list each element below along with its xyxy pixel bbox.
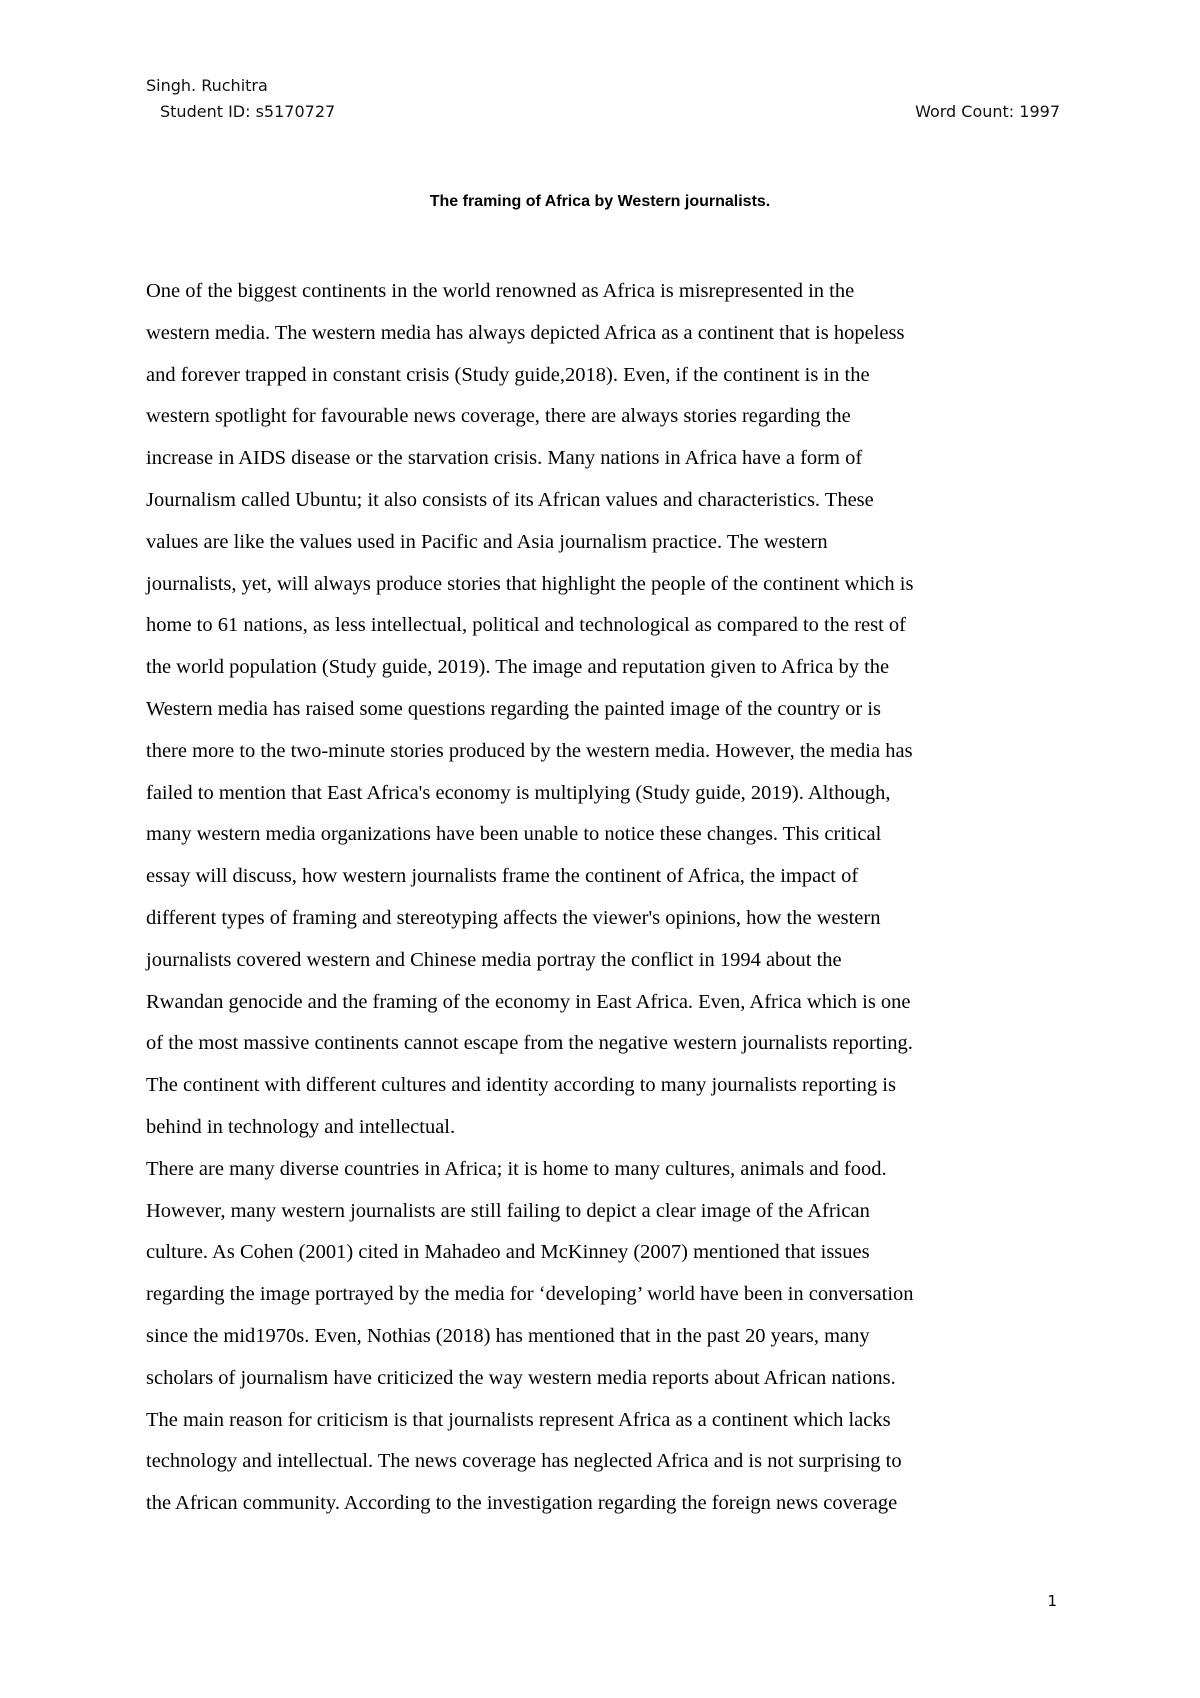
body-line: of the most massive continents cannot escape from the negative western journalists reporting. (146, 1032, 913, 1055)
body-line: journalists covered western and Chinese media portray the conflict in 1994 about the (146, 948, 842, 971)
body-line: there more to the two-minute stories produced by the western media. However, the media has (146, 739, 913, 762)
body-line: and forever trapped in constant crisis (Study guide,2018). Even, if the continent is in the (146, 363, 870, 386)
body-line: values are like the values used in Pacific and Asia journalism practice. The western (146, 530, 828, 553)
body-line: The continent with different cultures and identity according to many journalists reporting is (146, 1074, 896, 1097)
body-line: scholars of journalism have criticized the way western media reports about African nations. (146, 1366, 896, 1389)
body-line: Western media has raised some questions regarding the painted image of the country or is (146, 697, 881, 720)
essay-title: The framing of Africa by Western journalists. (429, 193, 771, 210)
body-line: technology and intellectual. The news coverage has neglected Africa and is not surprising to (146, 1450, 902, 1473)
body-line: different types of framing and stereotyping affects the viewer's opinions, how the western (146, 906, 881, 929)
body-line: the African community. According to the investigation regarding the foreign news coverage (146, 1492, 898, 1515)
body-line: The main reason for criticism is that journalists represent Africa as a continent which lacks (146, 1408, 891, 1431)
essay-body (146, 271, 1076, 1525)
body-line: increase in AIDS disease or the starvation crisis. Many nations in Africa have a form of (146, 447, 863, 470)
body-line: the world population (Study guide, 2019). The image and reputation given to Africa by the (146, 656, 890, 679)
body-line: western spotlight for favourable news coverage, there are always stories regarding the (146, 405, 851, 428)
body-line: behind in technology and intellectual. (146, 1115, 456, 1138)
body-line: Journalism called Ubuntu; it also consists of its African values and characteristics. These (146, 488, 874, 511)
word-count: Word Count: 1997 (915, 102, 1060, 121)
body-line: culture. As Cohen (2001) cited in Mahadeo and McKinney (2007) mentioned that issues (146, 1241, 870, 1264)
body-line: One of the biggest continents in the world renowned as Africa is misrepresented in the (146, 280, 855, 302)
body-line: essay will discuss, how western journalists frame the continent of Africa, the impact of (146, 865, 859, 888)
body-line: regarding the image portrayed by the media for ‘developing’ world have been in conversation (146, 1283, 914, 1306)
body-line: western media. The western media has always depicted Africa as a continent that is hopeless (146, 321, 905, 344)
body-line: However, many western journalists are still failing to depict a clear image of the African (146, 1199, 870, 1222)
body-line: Rwandan genocide and the framing of the economy in East Africa. Even, Africa which is one (146, 990, 911, 1013)
body-line: since the mid1970s. Even, Nothias (2018) has mentioned that in the past 20 years, many (146, 1324, 870, 1347)
author-name: Singh. Ruchitra (146, 76, 268, 95)
body-line: failed to mention that East Africa's economy is multiplying (Study guide, 2019). Although, (146, 781, 891, 804)
body-line: There are many diverse countries in Africa; it is home to many cultures, animals and food. (146, 1157, 887, 1180)
page-number: 1 (1047, 1592, 1057, 1610)
body-line: many western media organizations have been unable to notice these changes. This critical (146, 823, 882, 846)
student-id: Student ID: s5170727 (160, 102, 336, 121)
body-line: home to 61 nations, as less intellectual, political and technological as compared to the rest of (146, 614, 906, 637)
body-line: journalists, yet, will always produce stories that highlight the people of the continent which is (146, 572, 914, 595)
